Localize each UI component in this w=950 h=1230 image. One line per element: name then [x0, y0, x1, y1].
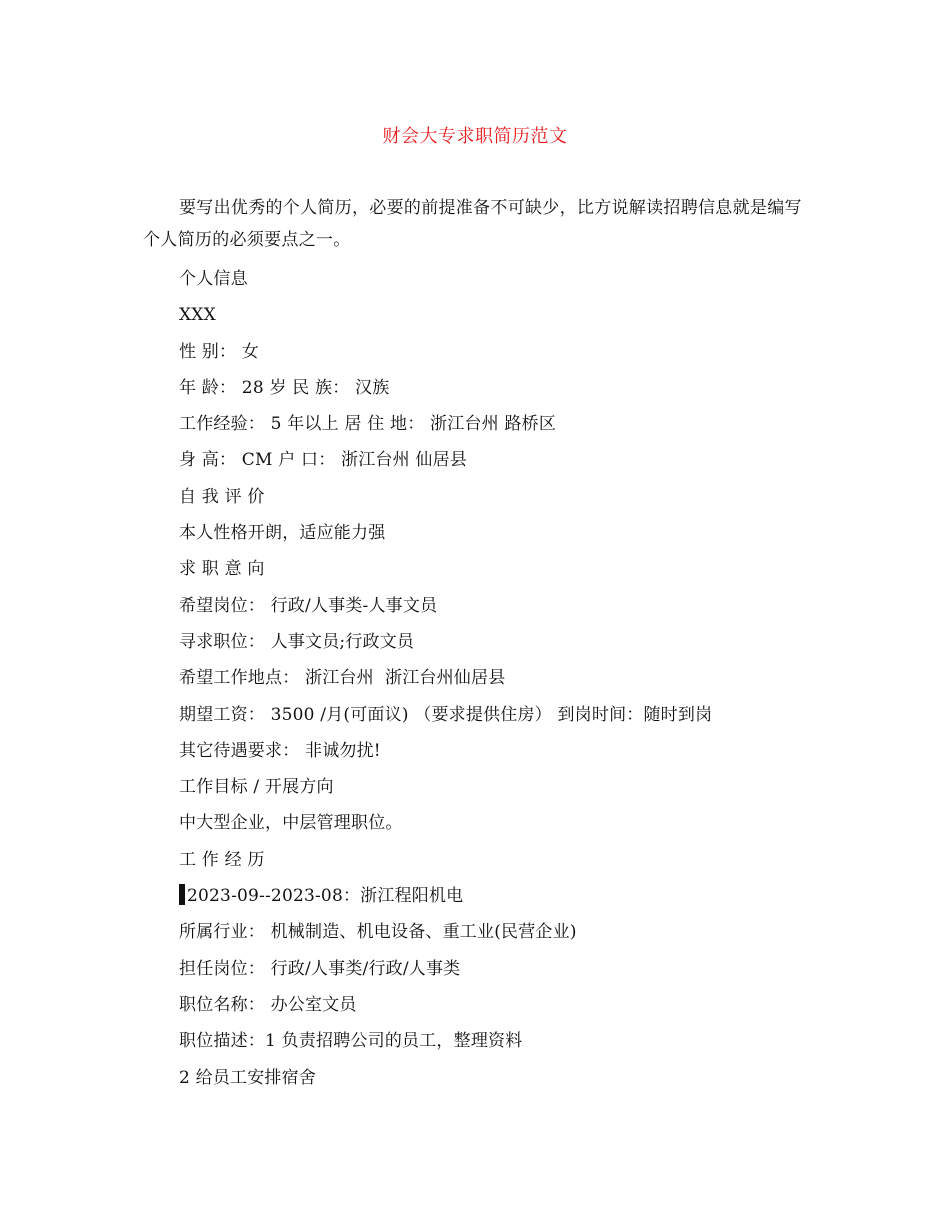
- job-title-line: 职位名称： 办公室文员: [179, 994, 357, 1015]
- section-heading-career-goal: 工作目标 / 开展方向: [179, 777, 334, 798]
- job-description-line-2: 2 给员工安排宿舍: [179, 1067, 317, 1088]
- desired-position-line: 希望岗位： 行政/人事类-人事文员: [179, 595, 438, 616]
- held-position-line: 担任岗位： 行政/人事类/行政/人事类: [179, 958, 461, 979]
- desired-location-line: 希望工作地点： 浙江台州 浙江台州仙居县: [179, 668, 506, 689]
- bullet-bar-icon: [179, 884, 185, 905]
- industry-line: 所属行业： 机械制造、机电设备、重工业(民营企业): [179, 922, 577, 943]
- expected-salary-line: 期望工资： 3500 /月(可面议) （要求提供住房） 到岗时间：随时到岗: [179, 704, 713, 725]
- resume-lines: [179, 264, 712, 1099]
- sought-position-line: 寻求职位： 人事文员;行政文员: [179, 631, 415, 652]
- self-evaluation-text: 本人性格开朗，适应能力强: [179, 523, 386, 544]
- section-heading-job-intention: 求 职 意 向: [179, 559, 265, 580]
- height-hukou-line: 身 高： CM 户 口： 浙江台州 仙居县: [179, 450, 468, 471]
- section-heading-personal-info: 个人信息: [179, 269, 248, 289]
- career-goal-text: 中大型企业，中层管理职位。: [179, 813, 403, 834]
- document-title: 财会大专求职简历范文: [382, 126, 568, 147]
- work-entry-header: [179, 881, 712, 917]
- experience-residence-line: 工作经验： 5 年以上 居 住 地： 浙江台州 路桥区: [179, 414, 557, 435]
- job-description-line-1: 职位描述：1 负责招聘公司的员工，整理资料: [179, 1031, 523, 1052]
- intro-paragraph: 要写出优秀的个人简历，必要的前提准备不可缺少，比方说解读招聘信息就是编写个人简历的必须要点之一。: [143, 198, 802, 250]
- name-line: XXX: [179, 305, 216, 326]
- section-heading-work-history: 工 作 经 历: [179, 849, 265, 870]
- gender-line: 性 别： 女: [179, 341, 260, 362]
- other-requirements-line: 其它待遇要求： 非诚勿扰!: [179, 740, 381, 761]
- work-entry-period-company: 2023-09--2023-08：浙江程阳机电: [187, 886, 464, 907]
- age-ethnicity-line: 年 龄： 28 岁 民 族： 汉族: [179, 377, 390, 398]
- section-heading-self-evaluation: 自 我 评 价: [179, 486, 265, 507]
